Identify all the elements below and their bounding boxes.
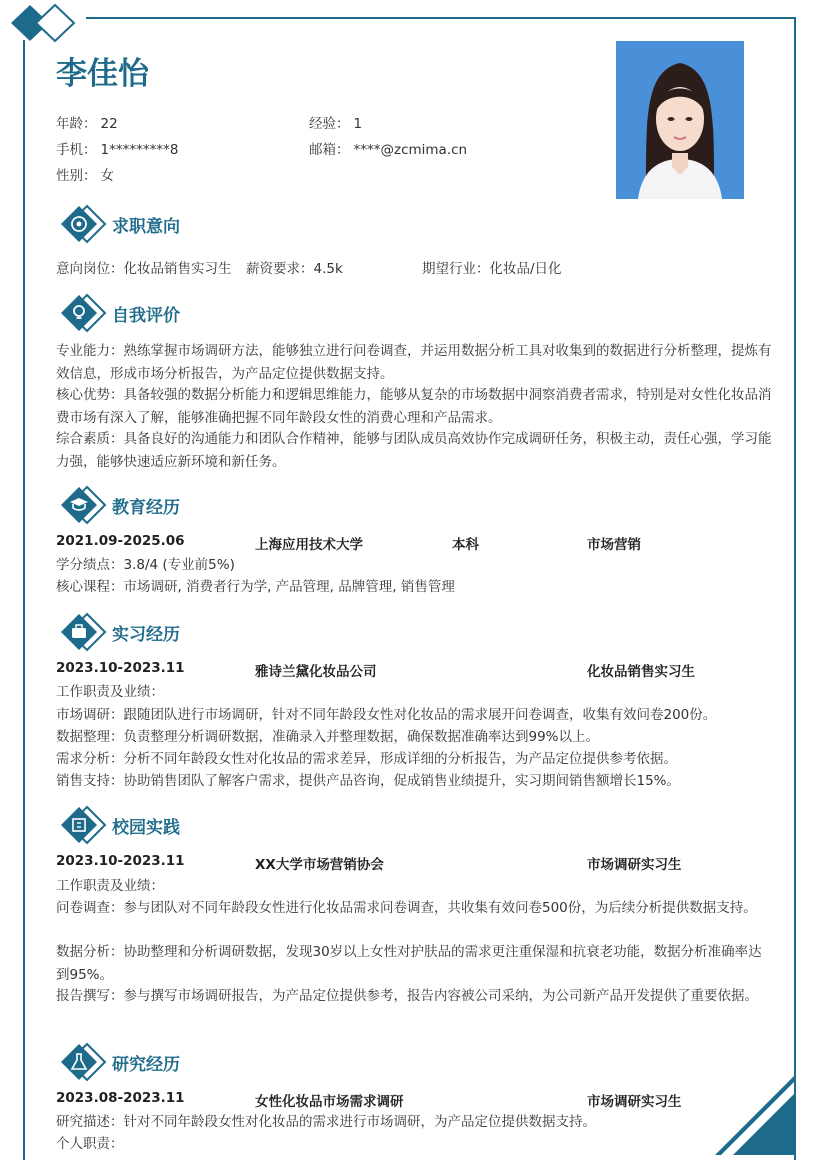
age-value: 22 (100, 116, 118, 132)
age-row (56, 112, 118, 132)
frame-top-line (86, 17, 796, 19)
evaluation-item: 综合素质：具备良好的沟通能力和团队合作精神，能够与团队成员高效协作完成调研任务，积极主动，责任心强，学习能力强，能够快速适应新环境和新任务。 (56, 431, 772, 470)
research-line: 个人职责： (56, 1136, 124, 1152)
frame-left-line (23, 40, 25, 1160)
internship-line: 数据整理：负责整理分析调研数据，准确录入并整理数据，确保数据准确率达到99%以上。 (56, 729, 600, 745)
education-school: 上海应用技术大学 (255, 537, 363, 553)
internship-line: 工作职责及业绩： (56, 684, 164, 700)
campus-org: XX大学市场营销协会 (255, 857, 384, 873)
section-research-title: 研究经历 (112, 1054, 180, 1075)
internship-role: 化妆品销售实习生 (587, 664, 695, 680)
evaluation-item: 专业能力：熟练掌握市场调研方法，能够独立进行问卷调查，并运用数据分析工具对收集到的数据进行分析整理，提炼有效信息，形成市场分析报告，为产品定位提供数据支持。 (56, 343, 772, 382)
intent-salary: 薪资要求：4.5k (246, 261, 343, 277)
profile-photo (616, 41, 744, 199)
phone-value: 1*********8 (100, 142, 179, 158)
research-line: 研究描述：针对不同年龄段女性对化妆品的需求进行市场调研，为产品定位提供数据支持。 (56, 1114, 596, 1130)
target-icon (58, 204, 108, 244)
internship-company: 雅诗兰黛化妆品公司 (255, 664, 377, 680)
gender-value: 女 (100, 168, 114, 184)
intent-industry: 期望行业：化妆品/日化 (422, 261, 562, 277)
intent-position: 意向岗位：化妆品销售实习生 (56, 261, 232, 277)
phone-label: 手机： (56, 142, 97, 158)
section-intent-title: 求职意向 (112, 216, 180, 237)
education-gpa: 学分绩点：3.8/4 (专业前5%) (56, 557, 235, 573)
experience-row (309, 112, 362, 132)
lightbulb-icon (58, 293, 108, 333)
education-degree: 本科 (452, 537, 479, 553)
briefcase-icon (58, 612, 108, 652)
research-period: 2023.08-2023.11 (56, 1090, 185, 1106)
education-period: 2021.09-2025.06 (56, 533, 185, 549)
building-icon (58, 805, 108, 845)
section-evaluation-title: 自我评价 (112, 305, 180, 326)
candidate-name: 李佳怡 (56, 56, 149, 92)
research-topic: 女性化妆品市场需求调研 (255, 1094, 404, 1110)
gender-label: 性别： (56, 168, 97, 184)
internship-line: 需求分析：分析不同年龄段女性对化妆品的需求差异，形成详细的分析报告，为产品定位提供参考依据。 (56, 751, 677, 767)
email-row (309, 138, 467, 158)
diamond-logo-icon (8, 2, 78, 44)
age-label: 年龄： (56, 116, 97, 132)
education-major: 市场营销 (587, 537, 641, 553)
section-internship-title: 实习经历 (112, 624, 180, 645)
flask-icon (58, 1042, 108, 1082)
campus-line: 数据分析：协助整理和分析调研数据，发现30岁以上女性对护肤品的需求更注重保湿和抗衰老功能，数据分析准确率达到95%。 (56, 944, 762, 983)
research-role: 市场调研实习生 (587, 1094, 682, 1110)
education-courses: 核心课程：市场调研, 消费者行为学, 产品管理, 品牌管理, 销售管理 (56, 579, 455, 595)
email-value: ****@zcmima.cn (353, 142, 468, 158)
section-research-header (58, 1042, 180, 1082)
campus-period: 2023.10-2023.11 (56, 853, 185, 869)
graduation-cap-icon (58, 485, 108, 525)
experience-value: 1 (353, 116, 363, 132)
section-education-title: 教育经历 (112, 497, 180, 518)
campus-role: 市场调研实习生 (587, 857, 682, 873)
section-education-header (58, 485, 180, 525)
phone-row (56, 138, 178, 158)
campus-line: 工作职责及业绩： (56, 878, 164, 894)
evaluation-item: 核心优势：具备较强的数据分析能力和逻辑思维能力，能够从复杂的市场数据中洞察消费者需求，特别是对女性化妆品消费市场有深入了解，能够准确把握不同年龄段女性的消费心理和产品需求。 (56, 387, 772, 426)
section-internship-header (58, 612, 180, 652)
gender-row (56, 164, 114, 184)
section-campus-header (58, 805, 180, 845)
campus-line: 问卷调查：参与团队对不同年龄段女性进行化妆品需求问卷调查，共收集有效问卷500份，为后续分析提供数据支持。 (56, 900, 757, 916)
experience-label: 经验： (309, 116, 350, 132)
section-evaluation-header (58, 293, 180, 333)
internship-line: 市场调研：跟随团队进行市场调研，针对不同年龄段女性对化妆品的需求展开问卷调查，收集有效问卷200份。 (56, 707, 717, 723)
internship-line: 销售支持：协助销售团队了解客户需求，提供产品咨询，促成销售业绩提升，实习期间销售额增长15%。 (56, 773, 681, 789)
section-campus-title: 校园实践 (112, 817, 180, 838)
internship-period: 2023.10-2023.11 (56, 660, 185, 676)
campus-line: 报告撰写：参与撰写市场调研报告，为产品定位提供参考，报告内容被公司采纳，为公司新产品开发提供了重要依据。 (56, 988, 758, 1004)
section-intent-header (58, 204, 180, 244)
email-label: 邮箱： (309, 142, 350, 158)
frame-right-line (794, 17, 796, 1160)
